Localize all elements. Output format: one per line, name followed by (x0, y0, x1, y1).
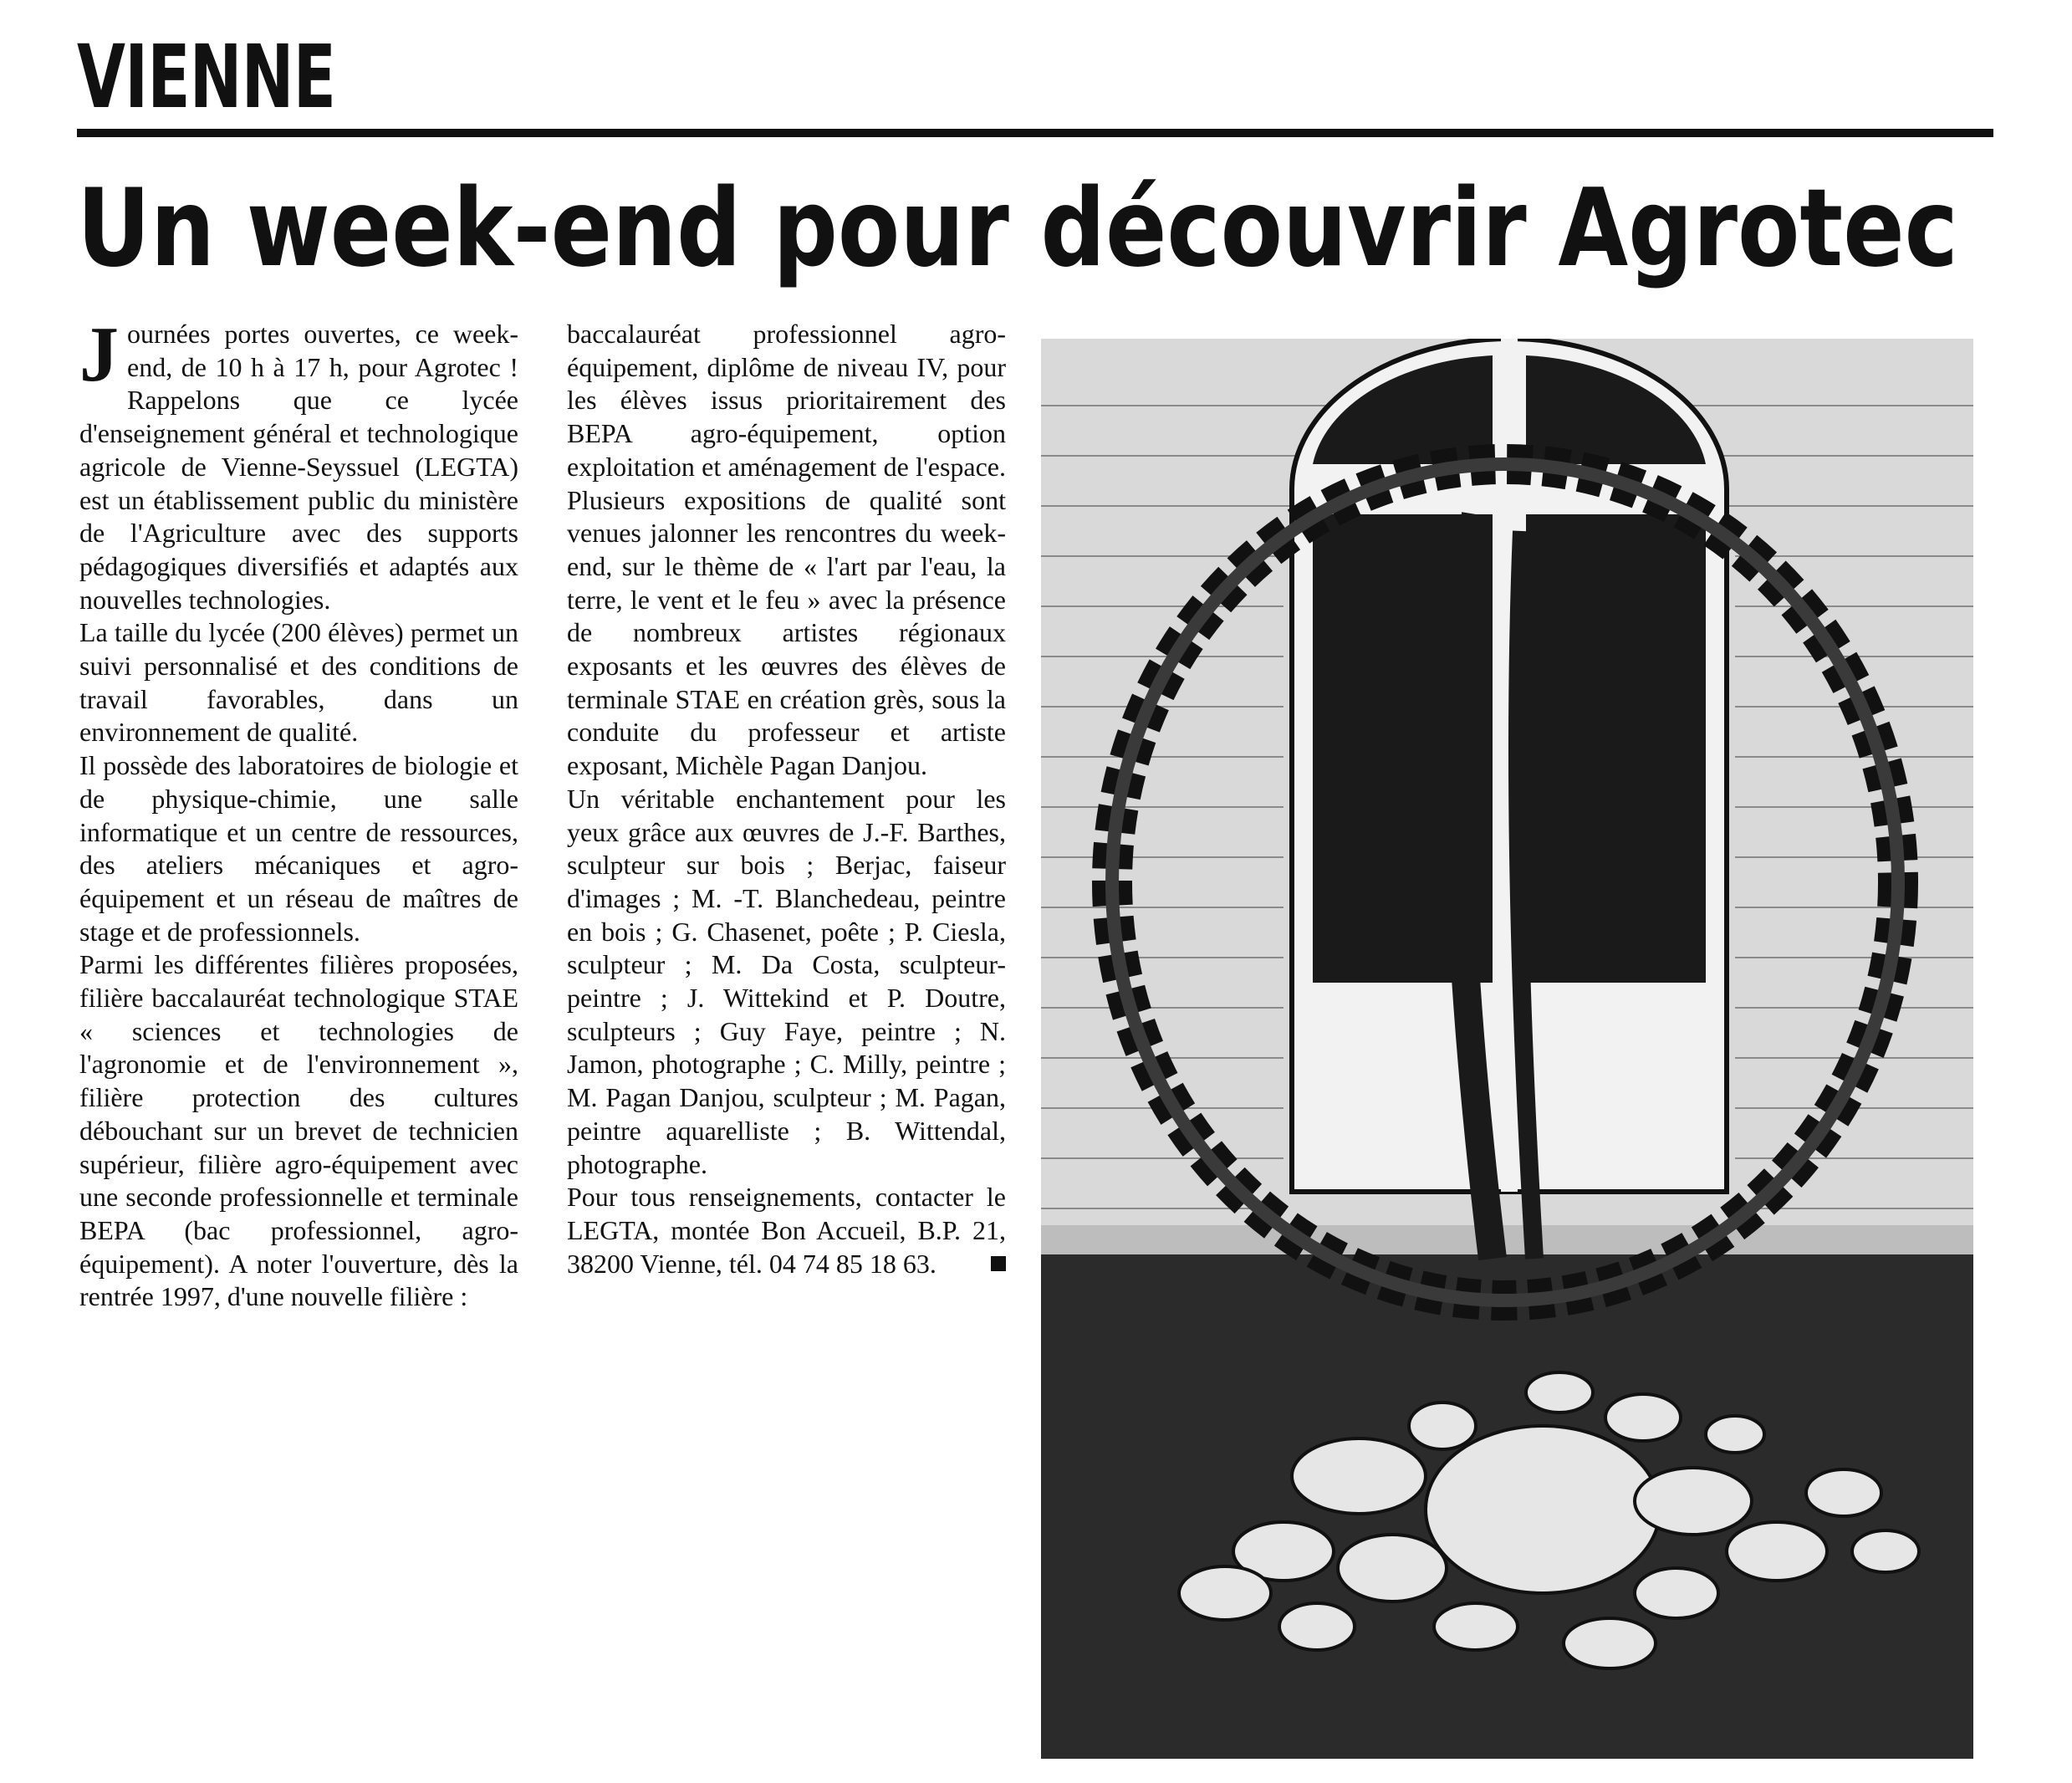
article-paragraph: Pour tous renseignements, contacter le LEGTA, montée Bon Accueil, B.P. 21, 38200 Vienne, tél. 04 74 85 18 63. (567, 1182, 1006, 1279)
sculpture-photo-illustration (1041, 339, 1973, 1759)
article-paragraph: La taille du lycée (200 élèves) permet un suivi personnalisé et des conditions de travail favorables, dans un environnement de qualité. (79, 617, 518, 748)
section-label: VIENNE (77, 26, 336, 128)
article-paragraph: Parmi les différentes filières proposées, filière baccalauréat technologique STAE « sciences et technologies de l'agronomie et de l'environnement », filière protection des cultures débouchant sur un brevet de technicien supérieur, filière agro-équipement avec une seconde professionnelle et terminale BEPA (bac professionnel, agro-équipement). A noter l'ouverture, dès la rentrée 1997, d'une nouvelle filière : (79, 949, 518, 1312)
headline: Un week-end pour découvrir Agrotec (77, 166, 1958, 291)
section-rule (77, 129, 1993, 137)
end-of-article-mark (991, 1256, 1006, 1271)
article-column-2 (567, 318, 1006, 1280)
article-column-1 (79, 311, 518, 1314)
article-paragraph: baccalauréat professionnel agro-équipement, diplôme de niveau IV, pour les élèves issus prioritairement des BEPA agro-équipement, option exploitation et aménagement de l'espace. Plusieurs expositions de qualité sont venues jalonner les rencontres du week-end, sur le thème de « l'art par l'eau, la terre, le vent et le feu » avec la présence de nombreux artistes régionaux exposants et les œuvres des élèves de terminale STAE en création grès, sous la conduite du professeur et artiste exposant, Michèle Pagan Danjou. (567, 319, 1006, 781)
article-paragraph: Il possède des laboratoires de biologie et de physique-chimie, une salle informatique et un centre de ressources, des ateliers mécaniques et agro-équipement et un réseau de maîtres de stage et de professionnels. (79, 750, 518, 947)
drop-cap: J (79, 311, 119, 398)
article-paragraph: Un véritable enchantement pour les yeux grâce aux œuvres de J.-F. Barthes, sculpteur sur bois ; Berjac, faiseur d'images ; M. -T. Blanchedeau, peintre en bois ; G. Chasenet, poête ; P. Ciesla, sculpteur ; M. Da Costa, sculpteur-peintre ; J. Wittekind et P. Doutre, sculpteurs ; Guy Faye, peintre ; N. Jamon, photographe ; C. Milly, peintre ; M. Pagan Danjou, sculpteur ; M. Pagan, peintre aquarelliste ; B. Wittendal, photographe. (567, 783, 1006, 1179)
article-photo (1041, 339, 1973, 1759)
article-paragraph: Journées portes ouvertes, ce week-end, de 10 h à 17 h, pour Agrotec ! Rappelons que ce lycée d'enseignement général et technologique agricole de Vienne-Seyssuel (LEGTA) est un établissement public du ministère de l'Agriculture avec des supports pédagogiques diversifiés et adaptés aux nouvelles technologies. (79, 311, 518, 615)
